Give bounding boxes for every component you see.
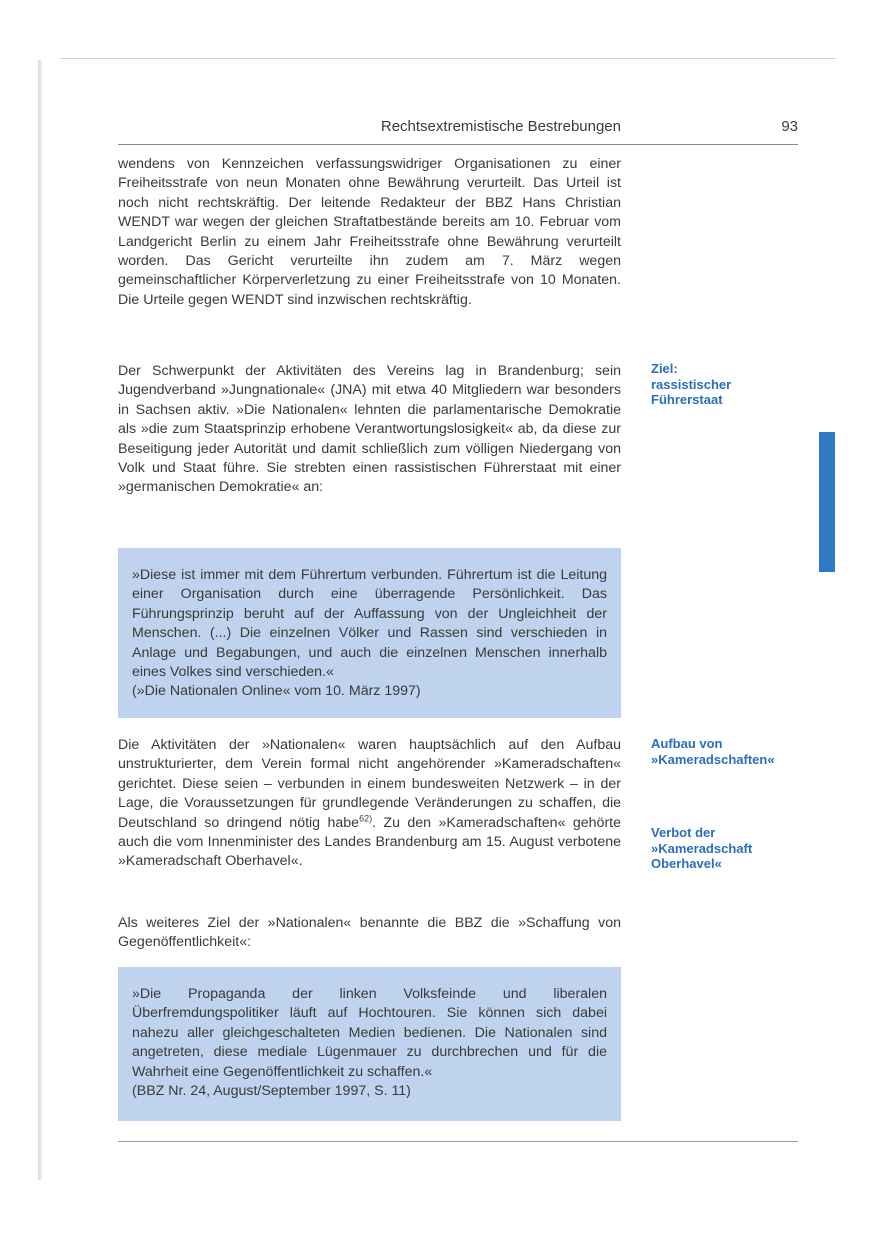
margin-note-ziel-line-1: Ziel: — [651, 361, 678, 376]
margin-note-verbot — [651, 825, 801, 872]
margin-note-ziel-line-2: rassistischer — [651, 376, 732, 392]
body-paragraph-1: wendens von Kennzeichen verfassungswidriger Organisationen zu einer Freiheitsstrafe von neun Monaten ohne Bewährung verurteilt. Das Urteil ist noch nicht rechtskräftig. Der leitende Redakteur der BBZ Hans Christian WENDT war wegen der gleichen Straftatbestände bereits am 10. Februar vom Landgericht Berlin zu einem Jahr Freiheitsstrafe ohne Bewährung verurteilt worden. Das Gericht verurteilte ihn zudem am 7. März wegen gemeinschaftlicher Körperverletzung zu einer Freiheitsstrafe von 10 Monaten. Die Urteile gegen WENDT sind inzwischen rechtskräftig. — [118, 156, 621, 308]
body-paragraph-2: Der Schwerpunkt der Aktivitäten des Vereins lag in Brandenburg; sein Jugendverband »Jungnationale« (JNA) mit etwa 40 Mitgliedern war besonders in Sachsen aktiv. »Die Nationalen« lehnten die parlamentarische Demokratie als »die zum Staatsprinzip erhobene Verantwortungslosigkeit« ab, da diese zur Beseitigung jeder Autorität und damit schließlich zum völligen Niedergang von Volk und Staat führe. Sie strebten einen rassistischen Führerstaat mit einer »germanischen Demokratie« an: — [118, 363, 621, 496]
margin-note-aufbau — [651, 736, 801, 767]
footnote-reference: 62) — [359, 812, 373, 823]
running-title: Rechtsextremistische Bestrebungen — [380, 118, 621, 135]
margin-note-aufbau-line-2: »Kameradschaften« — [651, 751, 775, 767]
margin-note-verbot-line-1: Verbot der — [651, 825, 716, 840]
margin-note-ziel — [651, 361, 801, 408]
paragraph-3-part-1: Die Aktivitäten der »Nationalen« waren hauptsächlich auf den Aufbau unstrukturierter, dem Verein formal nicht angehörender »Kameradschaften« gerichtet. Diese seien – verbunden in einem bundesweiten Netzwerk – in der Lage, die Voraussetzungen für grundlegende Veränderungen zu schaffen, die Deutschland so dringend nötig habe — [118, 737, 621, 831]
quote-2-source: (BBZ Nr. 24, August/September 1997, S. 11) — [132, 1083, 411, 1100]
margin-note-aufbau-line-1: Aufbau von — [651, 736, 723, 751]
quote-1-source: (»Die Nationalen Online« vom 10. März 1997) — [132, 683, 421, 700]
quote-2-text: »Die Propaganda der linken Volksfeinde und liberalen Überfremdungspolitiker läuft auf Hochtouren. Sie können sich dabei nahezu aller gleichgeschalteten Medien bedienen. Die Nationalen sind angetreten, diese mediale Lügenmauer zu durchbrechen und für die Wahrheit eine Gegenöffentlichkeit zu schaffen.« — [132, 986, 607, 1080]
body-paragraph-3 — [118, 736, 621, 872]
paragraph-3-part-2: . Zu den »Kameradschaften« gehörte auch die vom Innenminister des Landes Brandenburg am 15. August verbotene »Kameradschaft Oberhavel«. — [118, 814, 621, 870]
margin-note-ziel-line-3: Führerstaat — [651, 392, 723, 407]
page-number: 93 — [781, 118, 798, 135]
margin-note-verbot-line-2: »Kameradschaft — [651, 840, 753, 856]
quote-box-2 — [118, 967, 621, 1121]
header-rule — [118, 144, 798, 145]
footer-rule — [118, 1141, 798, 1142]
body-paragraph-4: Als weiteres Ziel der »Nationalen« benannte die BBZ die »Schaffung von Gegenöffentlichkeit«: — [118, 915, 621, 951]
scan-top-rule — [60, 58, 836, 59]
page-binding-edge — [38, 60, 42, 1180]
quote-1-text: »Diese ist immer mit dem Führertum verbunden. Führertum ist die Leitung einer Organisation durch eine überragende Persönlichkeit. Das Führungsprinzip beruht auf der Auffassung von der Ungleichheit der Menschen. (...) Die einzelnen Völker und Rassen sind verschieden in Anlage und Begabungen, und auch die einzelnen Menschen innerhalb eines Volkes sind verschieden.« — [132, 567, 607, 681]
quote-box-1 — [118, 548, 621, 718]
margin-note-verbot-line-3: Oberhavel« — [651, 856, 722, 871]
section-tab-marker — [819, 432, 835, 572]
